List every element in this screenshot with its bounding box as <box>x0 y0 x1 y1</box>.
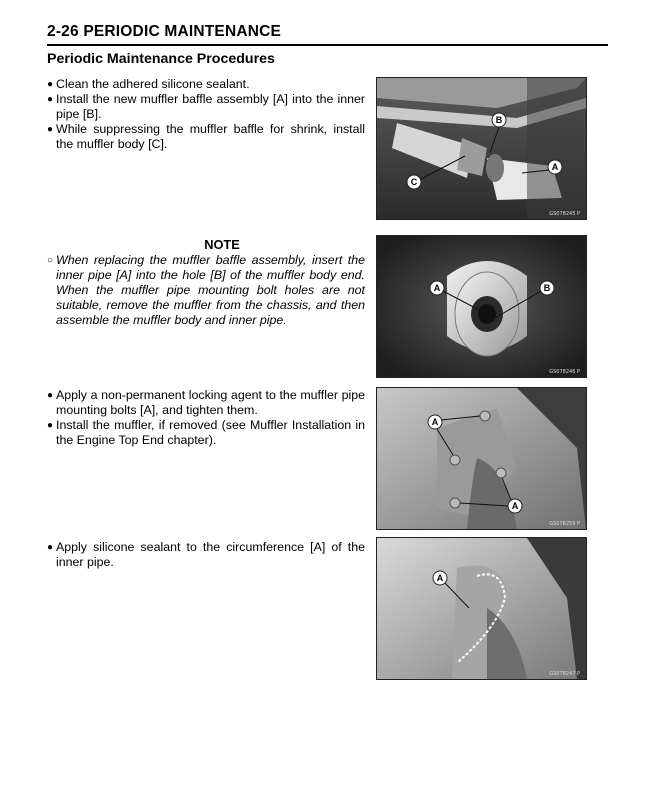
figure-muffler-end-hole <box>376 235 587 378</box>
instruction-block-4 <box>47 540 365 570</box>
figure-label: A <box>433 283 441 293</box>
note-block <box>47 237 365 328</box>
figure-code: GS078247 P <box>549 671 580 677</box>
figure-label: B <box>495 115 503 125</box>
list-item: ● Install the new muffler baffle assembly [A] into the inner pipe [B]. <box>47 92 365 121</box>
figure-label: B <box>543 283 551 293</box>
list-item: ● Apply a non-permanent locking agent to the muffler pipe mounting bolts [A], and tighten them. <box>47 388 365 417</box>
figure-label: A <box>551 162 559 172</box>
page-header <box>47 22 608 68</box>
figure-muffler-baffle-install <box>376 77 587 220</box>
figure-label: C <box>410 177 418 187</box>
list-item: ● Apply silicone sealant to the circumference [A] of the inner pipe. <box>47 540 365 569</box>
instruction-block-3 <box>47 388 365 448</box>
figure-label: A <box>436 573 444 583</box>
figure-code: GS078246 P <box>549 369 580 375</box>
figure-code: GS078245 P <box>549 211 580 217</box>
note-title: NOTE <box>204 237 240 252</box>
list-item: ● Install the muffler, if removed (see Muffler Installation in the Engine Top End chapter). <box>47 418 365 447</box>
figure-code: GS078259 P <box>549 521 580 527</box>
header-rule <box>47 44 608 46</box>
list-item: ● While suppressing the muffler baffle for shrink, install the muffler body [C]. <box>47 122 365 151</box>
instruction-block-1 <box>47 77 365 152</box>
note-item: ○ When replacing the muffler baffle assembly, insert the inner pipe [A] into the hole [B] of the muffler body end. When the muffler pipe mounting bolt holes are not suitable, remove the muffler from the chassis, and then assemble the muffler body and inner pipe. <box>47 253 365 327</box>
section-title: Periodic Maintenance Procedures <box>47 51 275 67</box>
figure-mounting-bolts <box>376 387 587 530</box>
list-item: ● Clean the adhered silicone sealant. <box>47 77 250 91</box>
figure-label: A <box>431 417 439 427</box>
figure-silicone-sealant <box>376 537 587 680</box>
figure-label: A <box>511 501 519 511</box>
page-title: 2-26 PERIODIC MAINTENANCE <box>47 23 282 40</box>
